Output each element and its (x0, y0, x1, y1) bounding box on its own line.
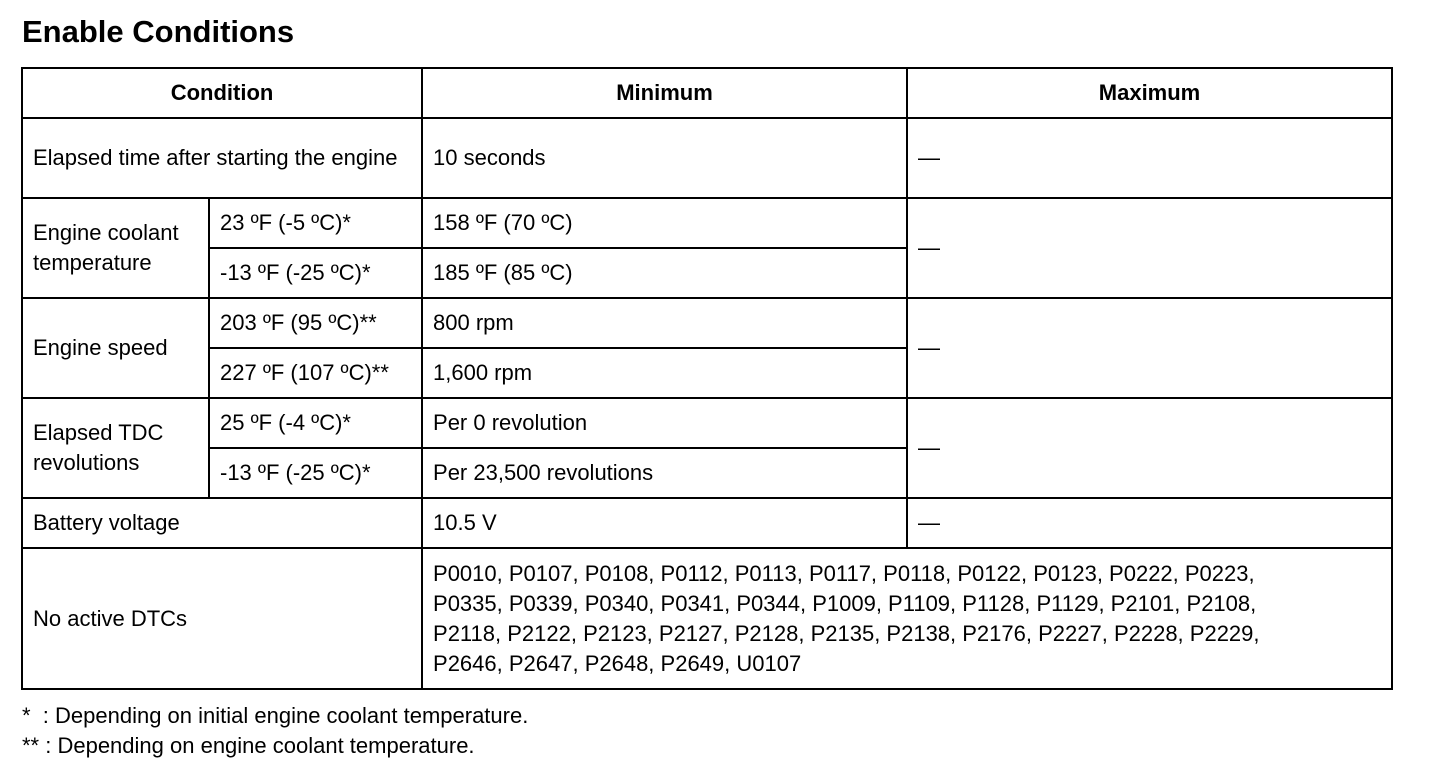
table-row (22, 198, 1392, 248)
header-maximum: Maximum (907, 68, 1392, 118)
table-row (22, 118, 1392, 198)
header-condition: Condition (22, 68, 422, 118)
header-row (22, 68, 1392, 118)
sub-condition-cell: 23 ºF (-5 ºC)* (209, 198, 422, 248)
condition-cell: Engine speed (22, 298, 209, 398)
minimum-cell: 10 seconds (422, 118, 907, 198)
header-minimum: Minimum (422, 68, 907, 118)
table-row (22, 298, 1392, 348)
dtc-line: P0010, P0107, P0108, P0112, P0113, P0117, P0118, P0122, P0123, P0222, P0223, (433, 560, 1255, 586)
maximum-cell: — (907, 498, 1392, 548)
minimum-cell: 800 rpm (422, 298, 907, 348)
footnote: * : Depending on initial engine coolant temperature. (22, 703, 529, 728)
dtc-line: P2118, P2122, P2123, P2127, P2128, P2135, P2138, P2176, P2227, P2228, P2229, (433, 620, 1260, 646)
condition-cell: No active DTCs (22, 548, 422, 689)
maximum-cell: — (907, 198, 1392, 298)
maximum-cell: — (907, 298, 1392, 398)
minimum-cell: Per 0 revolution (422, 398, 907, 448)
sub-condition-cell: 25 ºF (-4 ºC)* (209, 398, 422, 448)
minimum-cell: 158 ºF (70 ºC) (422, 198, 907, 248)
condition-cell: Battery voltage (22, 498, 422, 548)
minimum-cell: Per 23,500 revolutions (422, 448, 907, 498)
table-row (22, 548, 1392, 689)
sub-condition-cell: -13 ºF (-25 ºC)* (209, 448, 422, 498)
dtc-line: P0335, P0339, P0340, P0341, P0344, P1009, P1109, P1128, P1129, P2101, P2108, (433, 590, 1257, 616)
enable-conditions-table (21, 67, 1393, 690)
maximum-cell: — (907, 398, 1392, 498)
minimum-cell: 185 ºF (85 ºC) (422, 248, 907, 298)
sub-condition-cell: -13 ºF (-25 ºC)* (209, 248, 422, 298)
sub-condition-cell: 203 ºF (95 ºC)** (209, 298, 422, 348)
sub-condition-cell: 227 ºF (107 ºC)** (209, 348, 422, 398)
footnote: ** : Depending on engine coolant temperature. (22, 733, 475, 758)
condition-cell: Elapsed TDC revolutions (22, 398, 209, 498)
minimum-cell: 10.5 V (422, 498, 907, 548)
condition-cell: Engine coolant temperature (22, 198, 209, 298)
footnotes (22, 701, 528, 761)
minimum-cell: 1,600 rpm (422, 348, 907, 398)
table-row (22, 498, 1392, 548)
page-title: Enable Conditions (22, 14, 295, 49)
maximum-cell: — (907, 118, 1392, 198)
table-row (22, 398, 1392, 448)
dtc-list-cell (422, 548, 1392, 689)
condition-cell: Elapsed time after starting the engine (22, 118, 422, 198)
dtc-line: P2646, P2647, P2648, P2649, U0107 (433, 650, 802, 676)
